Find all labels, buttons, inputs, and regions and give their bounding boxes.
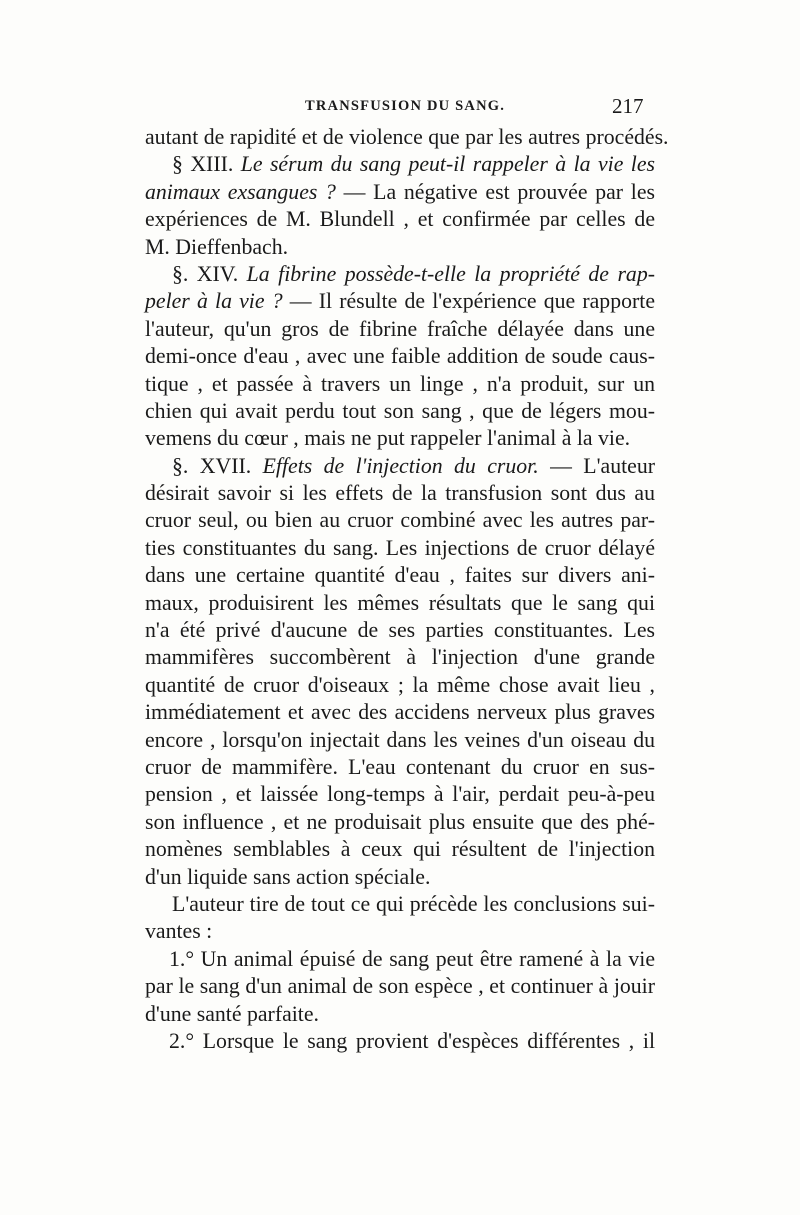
text-run: demi-once d'eau , avec une faible addition de soude caus- [145,344,655,369]
text-run: d'un liquide sans action spéciale. [145,864,431,889]
text-line [145,371,655,398]
text-line [145,836,655,863]
text-run: quantité de cruor d'oiseaux ; la même chose avait lieu , [145,672,655,697]
text-line [145,1001,655,1028]
paragraph [145,891,655,946]
text-run: expériences de M. Blundell , et confirmée par celles de [145,207,655,232]
text-run: §. XIV. [172,261,247,286]
text-line [145,425,655,452]
text-line [145,617,655,644]
text-line [145,179,655,206]
text-line [145,672,655,699]
text-run: vantes : [145,919,213,944]
text-run: — L'auteur [538,453,655,478]
text-line [145,864,655,891]
text-run: autant de rapidité et de violence que par les autres procédés. [145,125,669,149]
text-run: tique , et passée à travers un linge , n'a produit, sur un [145,371,655,396]
text-run: chien qui avait perdu tout son sang , que de légers mou- [145,398,655,423]
text-run: cruor seul, ou bien au cruor combiné avec les autres par- [145,508,655,533]
text-line [145,727,655,754]
body-text [145,124,669,1055]
paragraph [145,151,655,261]
italic-run: La fibrine possède-t-elle la propriété de rap- [246,261,655,286]
paragraph [145,946,655,1028]
text-run: — La négative est prouvée par les [335,179,655,204]
text-line [145,316,655,343]
text-line [145,535,655,562]
text-run: pension , et laissée long-temps à l'air, perdait peu-à-peu [145,782,655,807]
text-run: mammifères succombèrent à l'injection d'une grande [145,645,655,670]
text-line [145,343,655,370]
text-line [145,973,655,1000]
text-run: 2.° Lorsque le sang provient d'espèces différentes , il [169,1028,655,1053]
text-run: cruor de mammifère. L'eau contenant du cruor en sus- [145,754,655,779]
text-line [145,507,655,534]
text-run: encore , lorsqu'on injectait dans les veines d'un oiseau du [145,727,655,752]
text-line [145,288,655,315]
italic-run: peler à la vie ? [145,289,283,314]
text-line [145,234,655,261]
running-head-title: TRANSFUSION DU SANG. [305,98,506,114]
text-run: §. XVII. [172,453,263,478]
italic-run: Effets de l'injection du cruor. [262,453,539,478]
italic-run: animaux exsangues ? [145,179,336,204]
text-run: désirait savoir si les effets de la transfusion sont dus au [145,481,655,506]
text-run: nomènes semblables à ceux qui résultent de l'injection [145,837,655,862]
text-line [145,1028,655,1055]
paragraph [145,261,655,453]
text-run: M. Dieffenbach. [145,234,289,259]
text-run: vemens du cœur , mais ne put rappeler l'animal à la vie. [145,426,631,451]
page-number: 217 [612,94,644,118]
text-run: ties constituantes du sang. Les injections de cruor délayé [145,535,655,560]
text-line [145,261,655,288]
text-run: maux, produisirent les mêmes résultats que le sang qui [145,590,655,615]
text-line [145,644,655,671]
text-line [145,946,655,973]
text-run: n'a été privé d'aucune de ses parties constituantes. Les [145,618,655,643]
text-run: par le sang d'un animal de son espèce , et continuer à jouir [145,974,655,999]
text-line [145,918,655,945]
paragraph [145,1028,655,1055]
text-line [145,754,655,781]
text-line [145,781,655,808]
text-run: dans une certaine quantité d'eau , faites sur divers ani- [145,563,655,588]
text-line [145,206,655,233]
text-line [145,151,655,178]
text-run: L'auteur tire de tout ce qui précède les conclusions sui- [172,891,655,916]
paragraph [145,453,655,891]
text-line [145,398,655,425]
text-run: § XIII. [172,152,241,177]
text-run: immédiatement et avec des accidens nerveux plus graves [145,700,655,725]
italic-run: Le sérum du sang peut-il rappeler à la vie les [240,152,656,177]
paragraph [145,124,669,151]
text-line [145,809,655,836]
text-run: 1.° Un animal épuisé de sang peut être ramené à la vie [169,946,655,971]
running-head [0,94,800,122]
text-run: l'auteur, qu'un gros de fibrine fraîche délayée dans une [145,316,655,341]
text-run: son influence , et ne produisait plus ensuite que des phé- [145,809,655,834]
text-line [145,590,655,617]
text-run: d'une santé parfaite. [145,1001,319,1026]
text-line [145,891,655,918]
text-line [145,453,655,480]
text-run: — Il résulte de l'expérience que rapporte [282,289,655,314]
text-line [145,124,669,151]
text-line [145,699,655,726]
text-line [145,562,655,589]
text-line [145,480,655,507]
